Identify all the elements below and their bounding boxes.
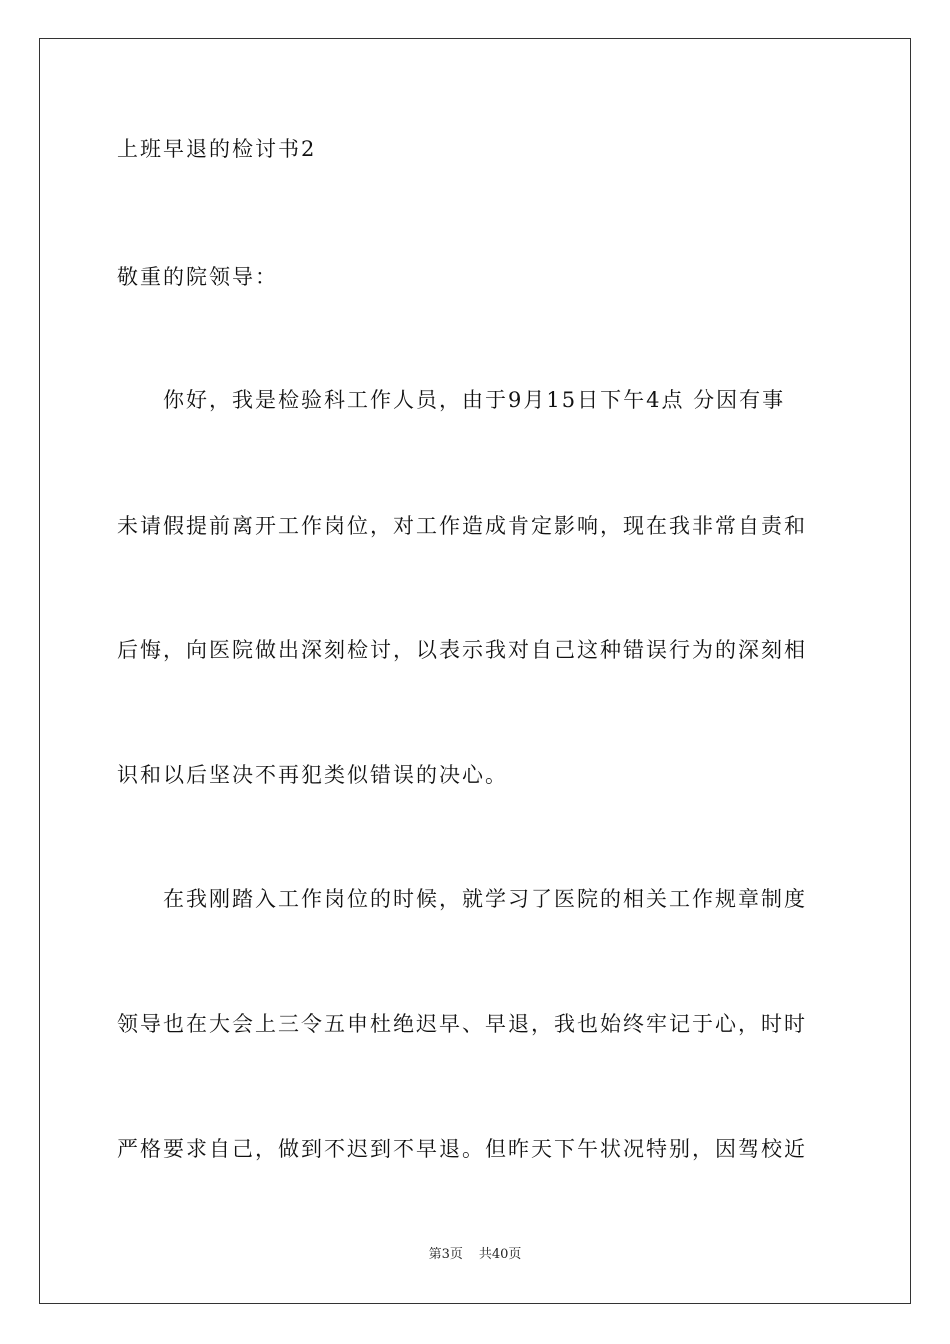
body-line-1: 你好，我是检验科工作人员，由于9月15日下午4点 分因有事 bbox=[163, 388, 786, 412]
salutation: 敬重的院领导： bbox=[117, 265, 278, 289]
body-line-5: 在我刚踏入工作岗位的时候，就学习了医院的相关工作规章制度 bbox=[163, 887, 807, 911]
body-line-6: 领导也在大会上三令五申杜绝迟早、早退，我也始终牢记于心，时时 bbox=[117, 1012, 807, 1036]
body-line-4: 识和以后坚决不再犯类似错误的决心。 bbox=[117, 763, 508, 787]
page-total: 共40页 bbox=[478, 1247, 522, 1262]
body-line-3: 后悔，向医院做出深刻检讨，以表示我对自己这种错误行为的深刻相 bbox=[117, 638, 807, 662]
page-number: 第3页 bbox=[428, 1247, 463, 1262]
page-footer bbox=[0, 1246, 950, 1264]
body-line-2: 未请假提前离开工作岗位，对工作造成肯定影响，现在我非常自责和 bbox=[117, 514, 807, 538]
document-title: 上班早退的检讨书2 bbox=[117, 137, 317, 161]
page-frame bbox=[39, 38, 911, 1304]
body-line-7: 严格要求自己，做到不迟到不早退。但昨天下午状况特别，因驾校近 bbox=[117, 1137, 807, 1161]
